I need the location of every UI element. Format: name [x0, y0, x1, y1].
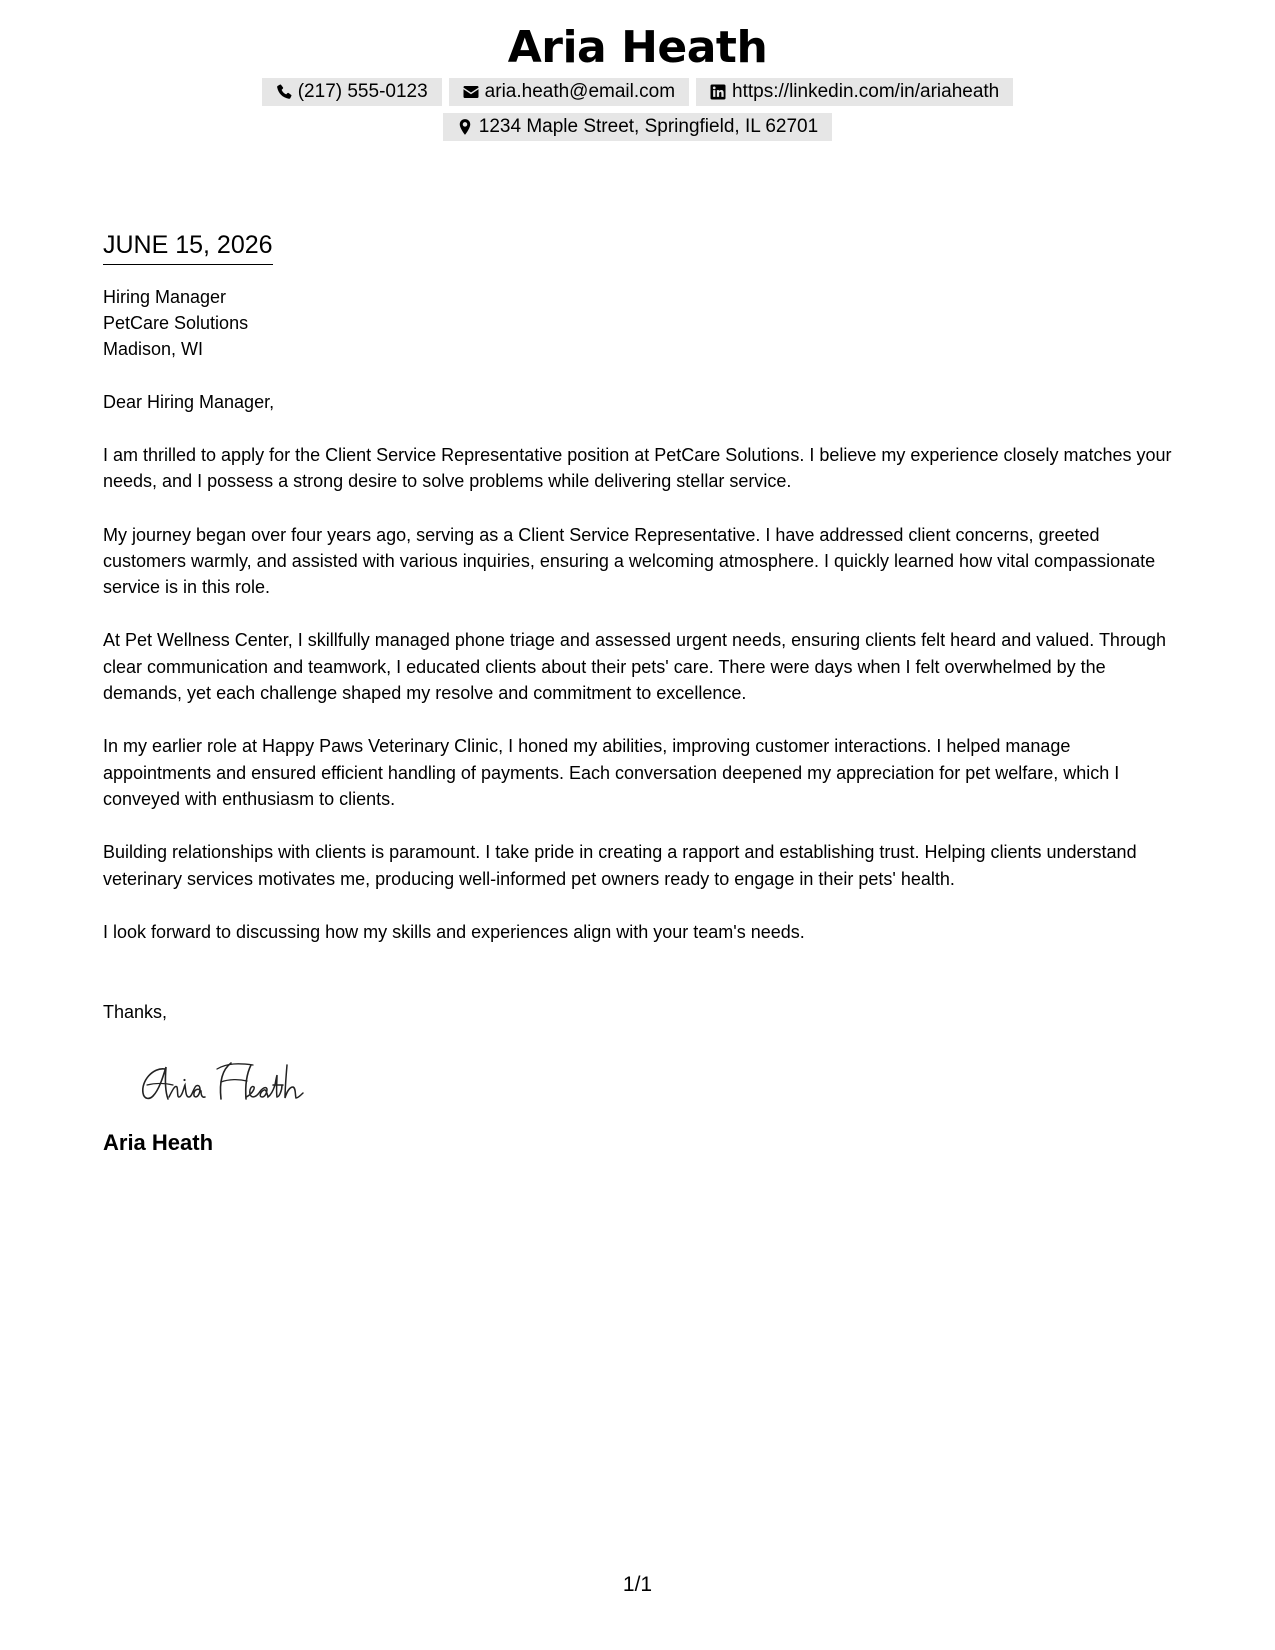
phone-chip — [262, 78, 442, 106]
email-text[interactable]: aria.heath@email.com — [484, 81, 676, 102]
phone-text[interactable]: (217) 555-0123 — [297, 81, 428, 102]
linkedin-icon — [709, 83, 727, 101]
letter-body — [103, 228, 1183, 1158]
page-number: 1/1 — [622, 1573, 653, 1596]
letter-date: JUNE 15, 2026 — [103, 228, 273, 265]
linkedin-chip — [696, 78, 1013, 106]
handwritten-signature — [135, 1055, 335, 1111]
recipient-block — [103, 284, 1183, 362]
body-paragraph: Building relationships with clients is paramount. I take pride in creating a rapport and establishing trust. Helping clients understand veterinary services motivates me, producing well-informed pet owners ready to engage in their pets' health. — [103, 842, 1137, 889]
contact-row-primary — [0, 78, 1275, 106]
body-paragraph: I look forward to discussing how my skills and experiences align with your team's needs. — [103, 921, 805, 942]
phone-icon — [275, 83, 293, 101]
body-paragraph: In my earlier role at Happy Paws Veterinary Clinic, I honed my abilities, improving customer interactions. I helped manage appointments and ensured efficient handling of payments. Each conversation deepened my appreciation for pet welfare, which I conveyed with enthusiasm to clients. — [103, 736, 1120, 809]
body-paragraph: I am thrilled to apply for the Client Service Representative position at PetCare Solutions. I believe my experience closely matches your needs, and I possess a strong desire to solve problems while delivering stellar service. — [103, 445, 1172, 492]
address-text: 1234 Maple Street, Springfield, IL 62701 — [478, 116, 819, 137]
body-paragraph: My journey began over four years ago, serving as a Client Service Representative. I have addressed client concerns, greeted customers warmly, and assisted with various inquiries, ensuring a welcoming atmosphere. I quickly learned how vital compassionate service is in this role. — [103, 524, 1156, 598]
recipient-location: Madison, WI — [103, 339, 204, 359]
body-paragraph: At Pet Wellness Center, I skillfully managed phone triage and assessed urgent needs, ensuring clients felt heard and valued. Through clear communication and teamwork, I educated clients about their pets' care. There were days when I felt overwhelmed by the demands, yet each challenge shaped my resolve and commitment to excellence. — [103, 630, 1166, 704]
signed-name: Aria Heath — [103, 1130, 214, 1156]
address-chip — [443, 113, 832, 141]
email-chip — [449, 78, 689, 106]
contact-row-address — [0, 113, 1275, 141]
letter-header — [0, 22, 1275, 141]
applicant-name: Aria Heath — [507, 22, 768, 73]
envelope-icon — [462, 83, 480, 101]
recipient-company: PetCare Solutions — [103, 313, 249, 333]
closing-line: Thanks, — [103, 1002, 168, 1023]
recipient-title: Hiring Manager — [103, 287, 227, 307]
linkedin-text[interactable]: https://linkedin.com/in/ariaheath — [732, 81, 1000, 102]
salutation: Dear Hiring Manager, — [103, 392, 275, 412]
map-pin-icon — [456, 118, 474, 136]
